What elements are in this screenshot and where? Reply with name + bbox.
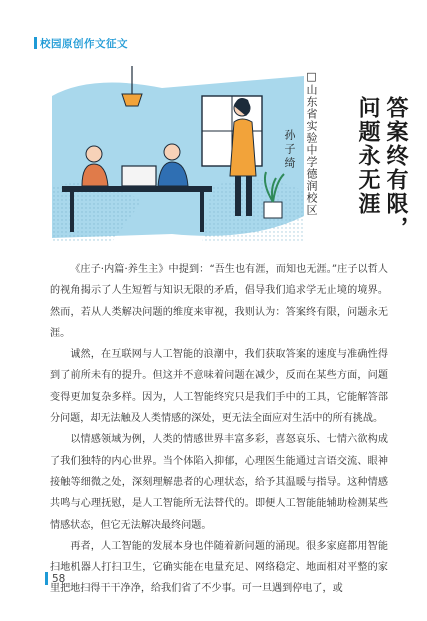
section-title: 校园原创作文征文 (40, 37, 128, 50)
page-footer (45, 572, 65, 585)
section-accent-bar (34, 37, 37, 49)
paragraph: 《庄子·内篇·养生主》中提到：“吾生也有涯，而知也无涯。”庄子以哲人的视角揭示了人生短暂与知识无限的矛盾，倡导我们追求学无止境的境界。然而，若从人类解决问题的维度来审视，我则认为：答案终有限，问题永无涯。 (50, 264, 388, 339)
paragraph: 诚然，在互联网与人工智能的浪潮中，我们获取答案的速度与准确性得到了前所未有的提升。但这并不意味着问题在减少，反而在某些方面，问题变得更加复杂多样。因为，人工智能终究只是我们手中的工具，它能解答部分问题，却无法触及人类情感的深处，更无法全面应对生活中的所有挑战。 (50, 349, 388, 425)
article-title-line-1: 答案终有限， (383, 96, 408, 240)
author-school: □山东省实验中学德润校区 (305, 70, 318, 216)
page-accent-bar (45, 572, 48, 585)
article-title (353, 96, 409, 240)
author-name: 孙子绮 (283, 129, 296, 171)
paragraph: 以情感领域为例，人类的情感世界丰富多彩，喜怒哀乐、七情六欲构成了我们独特的内心世界。当个体陷入抑郁，心理医生能通过言语交流、眼神接触等细微之处，深刻理解患者的心理状态，给予其温暖与指导。这种情感共鸣与心理抚慰，是人工智能所无法替代的。即便人工智能能辅助检测某些情感状态，但它无法解决最终问题。 (50, 434, 388, 531)
article-body (50, 259, 388, 600)
paragraph: 再者，人工智能的发展本身也伴随着新问题的涌现。很多家庭都用智能扫地机器人打扫卫生，它确实能在电量充足、网络稳定、地面相对平整的家里把地扫得干干净净，给我们省了不少事。可一旦遇到停电了，或 (50, 540, 388, 595)
section-header (34, 36, 128, 50)
page-number: 58 (52, 572, 66, 585)
office-illustration (52, 66, 304, 242)
article-title-line-2: 问题永无涯 (355, 96, 380, 216)
